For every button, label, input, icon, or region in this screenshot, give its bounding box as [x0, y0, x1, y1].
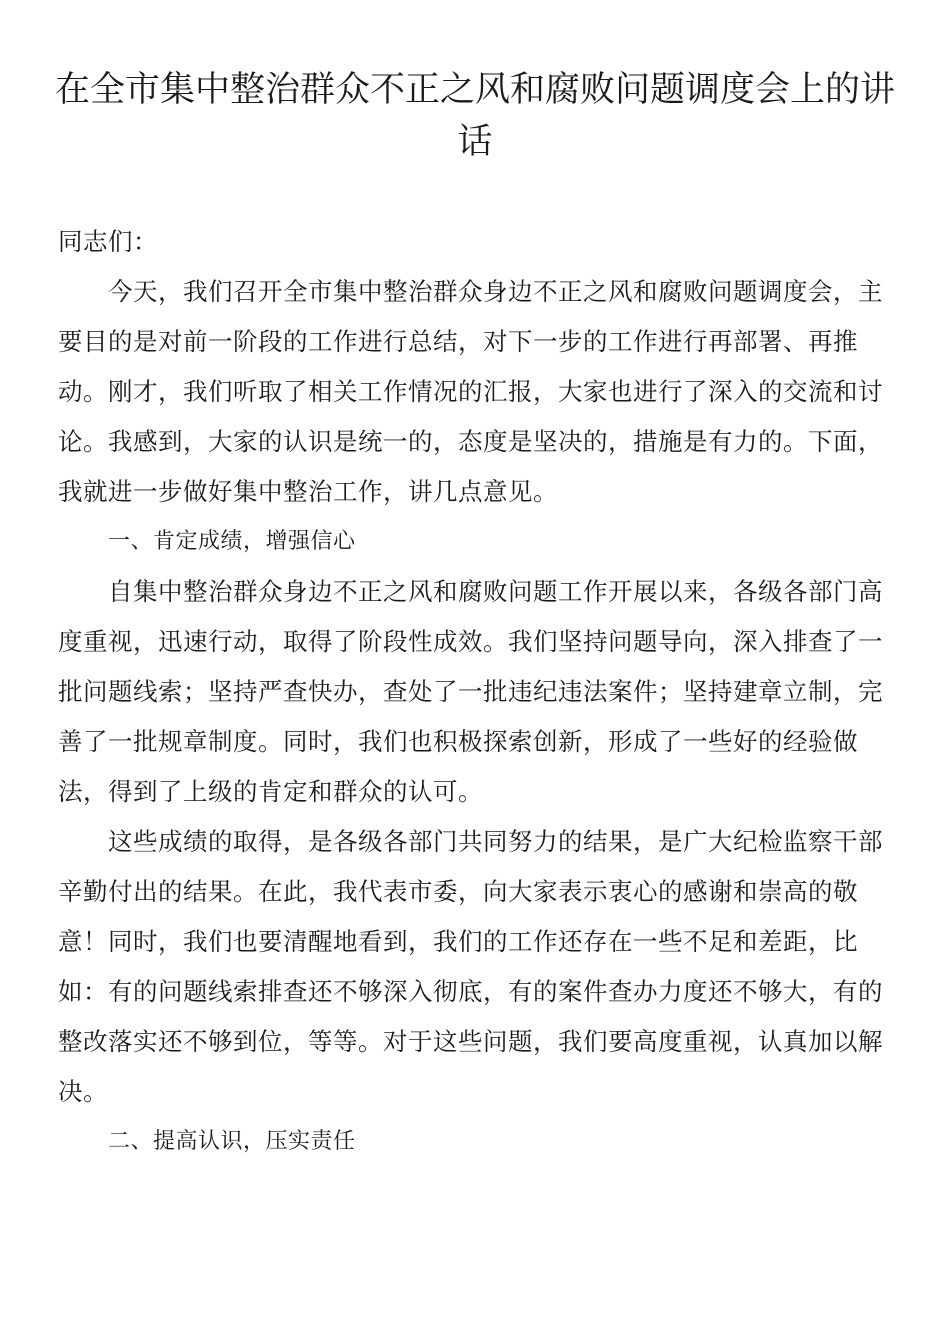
salutation: 同志们： — [58, 227, 158, 256]
paragraph-achievements: 自集中整治群众身边不正之风和腐败问题工作开展以来，各级各部门高度重视，迅速行动，取得了阶段性成效。我们坚持问题导向，深入排查了一批问题线索；坚持严查快办，查处了一批违纪违法案件；坚持建章立制，完善了一批规章制度。同时，我们也积极探索创新，形成了一些好的经验做法，得到了上级的肯定和群众的认可。 — [58, 577, 883, 806]
paragraph-gratitude: 这些成绩的取得，是各级各部门共同努力的结果，是广大纪检监察干部辛勤付出的结果。在此，我代表市委，向大家表示衷心的感谢和崇高的敬意！同时，我们也要清醒地看到，我们的工作还存在一些不足和差距，比如：有的问题线索排查还不够深入彻底，有的案件查办力度还不够大，有的整改落实还不够到位，等等。对于这些问题，我们要高度重视，认真加以解决。 — [58, 827, 883, 1106]
document-body — [58, 217, 888, 1167]
document-title: 在全市集中整治群众不正之风和腐败问题调度会上的讲话 — [54, 70, 895, 162]
section-heading-2: 二、提高认识，压实责任 — [108, 1129, 356, 1154]
section-heading-1: 一、肯定成绩，增强信心 — [108, 529, 356, 554]
paragraph-intro: 今天，我们召开全市集中整治群众身边不正之风和腐败问题调度会，主要目的是对前一阶段的工作进行总结，对下一步的工作进行再部署、再推动。刚才，我们听取了相关工作情况的汇报，大家也进行了深入的交流和讨论。我感到，大家的认识是统一的，态度是坚决的，措施是有力的。下面，我就进一步做好集中整治工作，讲几点意见。 — [58, 277, 883, 506]
